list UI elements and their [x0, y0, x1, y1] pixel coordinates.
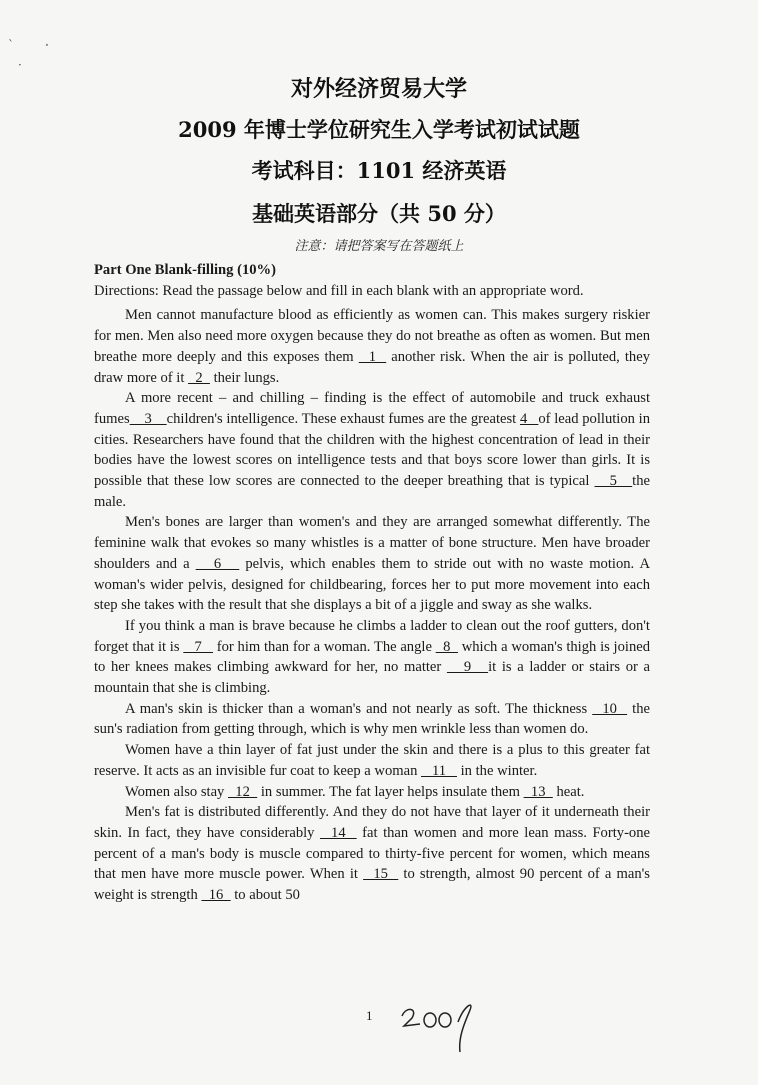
blank-1: 1: [358, 348, 387, 365]
directions: Directions: Read the passage below and fill in each blank with an appropriate word.: [94, 282, 584, 299]
blank-4: 4: [519, 410, 539, 427]
answer-note: 注意：请把答案写在答题纸上: [294, 239, 464, 254]
paragraph: Men's fat is distributed differently. And they do not have that layer of it underneath their skin. In fact, they have considerably 14 fat than women and more lean mass. Forty-one percent of a man's body is muscle compared to thirty-five percent for women, which means that men have more muscle power. When it 15 to strength, almost 90 percent of a man's weight is strength 16 to about 50: [94, 804, 650, 904]
blank-11: 11: [421, 762, 457, 779]
paragraph: Men cannot manufacture blood as efficiently as women can. This makes surgery riskier for men. Men also need more oxygen because they do not breathe as often as women. But men breathe more deeply and this exposes them 1 another risk. When the air is polluted, they draw more of it 2 their lungs.: [94, 307, 650, 386]
blank-8: 8: [435, 638, 458, 655]
blank-3: 3: [129, 410, 167, 427]
blank-9: 9: [446, 659, 489, 676]
exam-title: 2009 年博士学位研究生入学考试初试试题: [178, 117, 580, 142]
blank-6: 6: [195, 555, 240, 572]
part-heading: Part One Blank-filling (10%): [94, 262, 277, 278]
blank-14: 14: [319, 824, 357, 841]
blank-12: 12: [228, 783, 258, 800]
blank-16: 16: [201, 887, 231, 904]
university-title: 对外经济贸易大学: [290, 76, 467, 102]
scan-speck: ·: [18, 58, 22, 72]
paragraph: If you think a man is brave because he climbs a ladder to clean out the roof gutters, don't forget that it is 7 for him than for a woman. The angle 8 which a woman's thigh is joined to her knees makes climbing awkward for her, no matter 9 it is a ladder or stairs or a mountain that she is climbing.: [94, 617, 651, 697]
paragraph: A more recent – and chilling – finding is the effect of automobile and truck exhaust fumes 3 children's intelligence. These exhaust fumes are the greatest 4 of lead pollution in cities. Researchers have found that the children with the highest concentration of lead in their bodies have the lowest scores on intelligence tests and that boys score lower than girls. It is possible that these low scores are connected to the deeper breathing that is typical 5 the male.: [94, 390, 651, 510]
blank-2: 2: [188, 369, 210, 386]
paragraph: A man's skin is thicker than a woman's and not nearly as soft. The thickness 10 the sun's radiation from getting through, which is why men wrinkle less than women do.: [94, 700, 650, 738]
handwriting-2009-icon: [398, 996, 478, 1056]
blank-13: 13: [523, 783, 553, 800]
blank-7: 7: [183, 638, 214, 655]
blank-15: 15: [363, 866, 399, 883]
paragraph: Women have a thin layer of fat just under the skin and there is a plus to this greater fat reserve. It acts as an invisible fur coat to keep a woman 11 in the winter.: [94, 742, 650, 779]
paragraph: Men's bones are larger than women's and they are arranged somewhat differently. The feminine walk that evokes so many whistles is a matter of bone structure. Men have broader shoulders and a 6 pelvis, which enables them to stride out with no waste motion. A woman's wider pelvis, designed for childbearing, forces her to put more movement into each step she takes with the result that she displays a bit of a jiggle and sway as she walks.: [94, 514, 650, 614]
paragraph: Women also stay 12 in summer. The fat layer helps insulate them 13 heat.: [125, 783, 585, 800]
blank-5: 5: [594, 473, 633, 490]
blank-10: 10: [592, 700, 628, 717]
exam-subject: 考试科目：1101 经济英语: [251, 158, 507, 183]
handwritten-annotation: [398, 996, 478, 1060]
scan-speck: ˋ: [8, 38, 14, 52]
page-number: 1: [366, 1008, 373, 1023]
section-title: 基础英语部分（共 50 分）: [252, 201, 506, 226]
scan-speck: ⸼: [46, 32, 49, 46]
passage: [94, 260, 650, 906]
